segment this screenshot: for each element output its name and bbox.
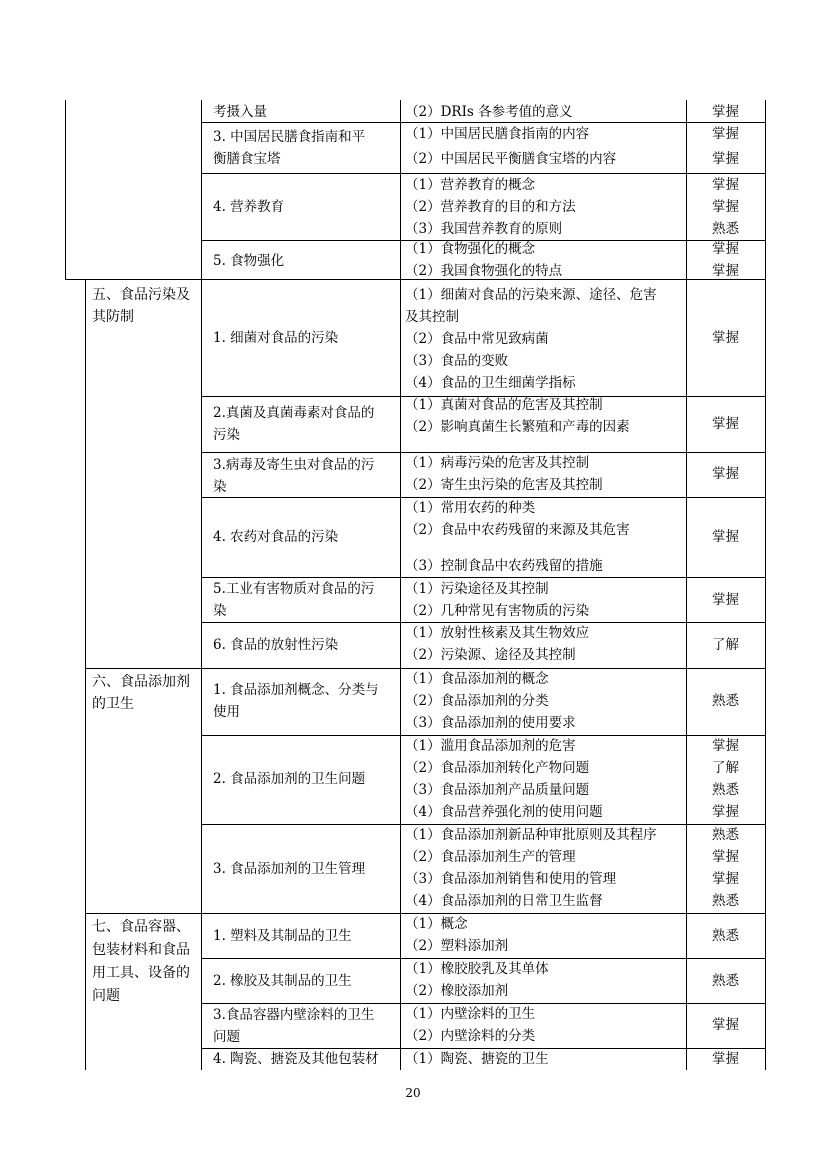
level-badge: 熟悉 (712, 693, 739, 709)
level-badge: 掌握 (712, 466, 739, 482)
level-list: 熟悉 掌握 掌握 熟悉 (712, 827, 739, 909)
level-badge: 熟悉 (712, 973, 739, 989)
topic-cell: 2.真菌及真菌毒素对食品的 污染 (213, 405, 375, 443)
item-list: （1）橡胶胶乳及其单体 （2）橡胶添加剂 (405, 961, 549, 999)
level-list: 掌握 了解 熟悉 掌握 (712, 738, 739, 820)
item-list: （3）控制食品中农药残留的措施 (405, 558, 603, 574)
item-list: （1）中国居民膳食指南的内容 （2）中国居民平衡膳食宝塔的内容 (405, 126, 617, 167)
level-badge: 了解 (712, 637, 739, 653)
page-number: 20 (405, 1086, 421, 1100)
topic-cell: 4. 农药对食品的污染 (213, 529, 339, 545)
level-list: 掌握 掌握 (712, 241, 739, 279)
item-list: （1）真菌对食品的危害及其控制 （2）影响真菌生长繁殖和产毒的因素 (405, 397, 630, 435)
item-list: （1）放射性核素及其生物效应 （2）污染源、途径及其控制 (405, 625, 590, 663)
level-list: 掌握 掌握 熟悉 (712, 177, 739, 237)
item-list: （1）食品添加剂新品种审批原则及其程序 （2）食品添加剂生产的管理 （3）食品添加剂销售和使用的管理 （4）食品添加剂的日常卫生监督 (405, 827, 657, 909)
topic-cell: 2. 食品添加剂的卫生问题 (213, 771, 366, 787)
topic-cell: 5.工业有害物质对食品的污 染 (213, 581, 375, 619)
item-list: （1）概念 （2）塑料添加剂 (405, 916, 509, 954)
item-list: （2）DRIs 各参考值的意义 (405, 104, 573, 120)
level-badge: 掌握 (712, 1051, 739, 1067)
topic-cell: 1. 塑料及其制品的卫生 (213, 928, 352, 944)
item-list: （1）食品添加剂的概念 （2）食品添加剂的分类 （3）食品添加剂的使用要求 (405, 671, 576, 731)
section-title: 七、食品容器、 包装材料和食品 用工具、设备的 问题 (92, 919, 190, 1004)
level-badge: 掌握 (712, 1017, 739, 1033)
topic-cell: 3.病毒及寄生虫对食品的污 染 (213, 457, 375, 495)
topic-cell: 3.食品容器内壁涂料的卫生 问题 (213, 1007, 375, 1045)
topic-cell: 4. 陶瓷、搪瓷及其他包装材 (213, 1051, 379, 1067)
topic-cell: 1. 食品添加剂概念、分类与 使用 (213, 682, 379, 720)
level-badge: 掌握 (712, 416, 739, 432)
level-badge: 掌握 (712, 330, 739, 346)
topic-cell: 考摄入量 (213, 104, 267, 120)
topic-cell: 5. 食物强化 (213, 253, 285, 269)
topic-cell: 6. 食品的放射性污染 (213, 637, 339, 653)
level-badge: 掌握 (712, 529, 739, 545)
section-title: 六、食品添加剂 的卫生 (92, 674, 190, 712)
topic-cell: 4. 营养教育 (213, 199, 285, 215)
topic-cell: 3. 中国居民膳食指南和平 衡膳食宝塔 (213, 129, 366, 167)
item-list: （1）滥用食品添加剂的危害 （2）食品添加剂转化产物问题 （3）食品添加剂产品质量问题 （4）食品营养强化剂的使用问题 (405, 738, 603, 820)
topic-cell: 3. 食品添加剂的卫生管理 (213, 861, 366, 877)
topic-cell: 2. 橡胶及其制品的卫生 (213, 973, 352, 989)
level-list: 掌握 (712, 104, 739, 120)
item-list: （1）细菌对食品的污染来源、途径、危害 及其控制 （2）食品中常见致病菌 （3）食品的变败 （4）食品的卫生细菌学指标 (405, 287, 657, 391)
item-list: （1）陶瓷、搪瓷的卫生 (405, 1051, 549, 1067)
item-list: （1）内壁涂料的卫生 （2）内壁涂料的分类 (405, 1006, 536, 1044)
level-list: 掌握 掌握 (712, 126, 739, 167)
item-list: （1）营养教育的概念 （2）营养教育的目的和方法 （3）我国营养教育的原则 (405, 177, 576, 237)
level-badge: 掌握 (712, 592, 739, 608)
item-list: （1）病毒污染的危害及其控制 （2）寄生虫污染的危害及其控制 (405, 455, 603, 493)
section-title: 五、食品污染及 其防制 (92, 287, 190, 325)
item-list: （1）常用农药的种类 （2）食品中农药残留的来源及其危害 (405, 500, 630, 538)
item-list: （1）污染途径及其控制 （2）几种常见有害物质的污染 (405, 581, 590, 619)
level-badge: 熟悉 (712, 928, 739, 944)
item-list: （1）食物强化的概念 （2）我国食物强化的特点 (405, 241, 563, 279)
topic-cell: 1. 细菌对食品的污染 (213, 330, 339, 346)
